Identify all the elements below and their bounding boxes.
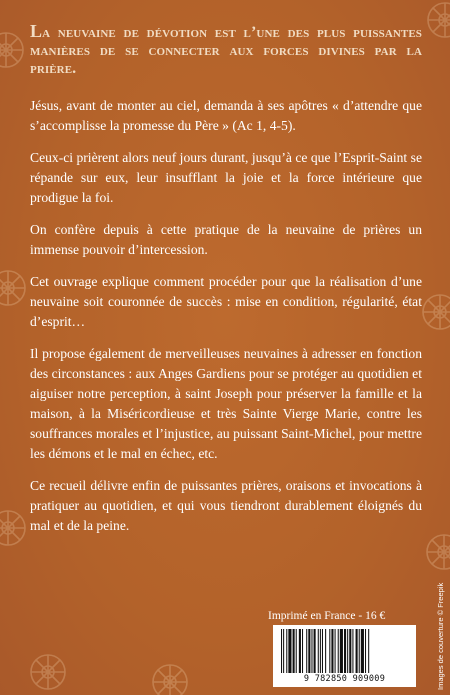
barcode-bar (283, 629, 284, 673)
paragraph-4: Cet ouvrage explique comment procéder pour que la réalisation d’une neuvaine soit couronnée de succès : mise en condition, régularité, état d’esprit… (30, 274, 422, 329)
back-cover-text (30, 22, 422, 548)
barcode-bar (281, 629, 282, 673)
ornament-right-middle (420, 292, 450, 332)
barcode-bar (322, 629, 323, 673)
barcode-bar (311, 629, 312, 673)
ornament-bottom-center (150, 662, 190, 695)
barcode-bar (344, 629, 346, 673)
barcode-bar (335, 629, 336, 673)
cover-image-credit: Images de couverture © Freepik (436, 582, 445, 690)
paragraph-2: Ceux-ci prièrent alors neuf jours durant, jusqu’à ce que l’Esprit-Saint se répande sur eux, leur insufflant la joie et la force intérieure que prodigue la foi. (30, 150, 422, 205)
barcode-bar (356, 629, 358, 673)
paragraph-6: Ce recueil délivre enfin de puissantes prières, oraisons et invocations à pratiquer au quotidien, et qui vous tiendront durablement éloignés du mal et de la peine. (30, 478, 422, 533)
ornament-right-lower (424, 532, 450, 572)
barcode-bar (349, 629, 351, 673)
lead-paragraph (30, 22, 422, 78)
barcode-bar (331, 629, 333, 673)
lead-text: a neuvaine de dévotion est l’une des plus puissantes manières de se connecter aux forces divines par la prière. (30, 24, 422, 77)
barcode-bar (352, 629, 353, 673)
barcode-bar (308, 629, 310, 673)
paragraph-3: On confère depuis à cette pratique de la neuvaine de prières un immense pouvoir d’intercession. (30, 222, 422, 257)
barcode-bar (288, 629, 291, 673)
barcode-bar (325, 629, 326, 673)
barcode-bar (329, 629, 330, 673)
ornament-top-right (425, 0, 450, 40)
barcode-bar (338, 629, 339, 673)
ornament-top-left (0, 30, 26, 70)
barcode-bar (359, 629, 360, 673)
barcode-bar (293, 629, 295, 673)
ornament-bottom-left (28, 652, 68, 692)
barcode-bar (302, 629, 303, 673)
lead-first-letter: L (30, 21, 43, 41)
ornament-left-upper (0, 268, 28, 308)
barcode-bars (281, 629, 408, 673)
barcode-bar (286, 629, 287, 673)
barcode-digits: 9 782850 909009 (303, 674, 386, 684)
printed-in-france-price: Imprimé en France - 16 € (268, 610, 386, 622)
barcode-bar (318, 629, 319, 673)
barcode-bar (347, 629, 348, 673)
barcode-bar (320, 629, 321, 673)
barcode-bar (365, 629, 366, 673)
barcode-bar (296, 629, 297, 673)
barcode-bar (361, 629, 364, 673)
barcode-bar (299, 629, 301, 673)
barcode-bar (306, 629, 307, 673)
barcode-bar (368, 629, 369, 673)
barcode-bar (314, 629, 316, 673)
paragraph-1: Jésus, avant de monter au ciel, demanda à ses apôtres « d’attendre que s’accomplisse la promesse du Père » (Ac 1, 4-5). (30, 98, 422, 133)
paragraph-5: Il propose également de merveilleuses neuvaines à adresser en fonction des circonstances : aux Anges Gardiens pour se protéger au quotidien et aiguiser notre perception, à saint Joseph pour préserver la famille et la maison, à la Miséricordieuse et très Sainte Vierge Marie, contre les souffrances morales et l’injustice, au puissant Saint-Michel, pour mettre les démons et le mal en échec, etc. (30, 346, 422, 461)
barcode-bar (340, 629, 343, 673)
ornament-left-lower (0, 508, 28, 548)
isbn-barcode (273, 625, 416, 687)
